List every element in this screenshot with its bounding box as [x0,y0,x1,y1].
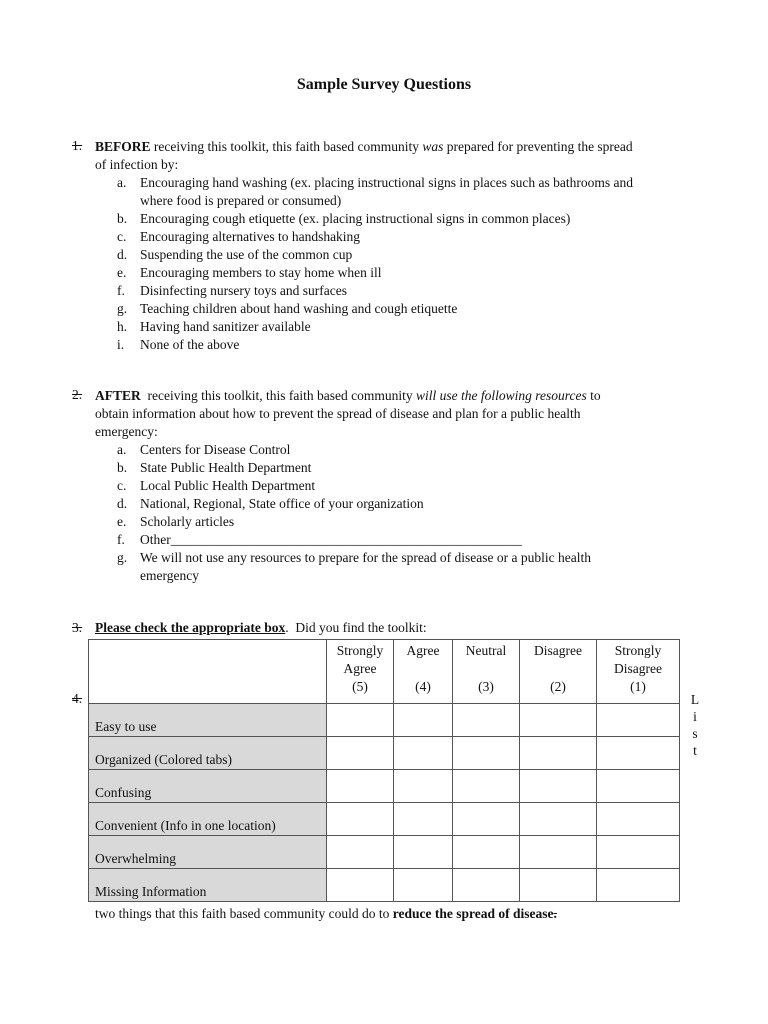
rating-checkbox-cell[interactable] [327,770,394,803]
page-title: Sample Survey Questions [296,76,472,93]
table-row [89,770,680,803]
question-2 [95,387,705,585]
option-item: f. Disinfecting nursery toys and surfaces [117,283,347,298]
question-2-options [95,441,705,585]
rating-checkbox-cell[interactable] [394,704,453,737]
rating-checkbox-cell[interactable] [520,803,597,836]
option-item: a. Centers for Disease Control [117,442,291,457]
option-item: e. Encouraging members to stay home when ill [117,265,382,280]
option-item: b. State Public Health Department [117,460,312,475]
question-3-number: 3. [72,620,83,635]
row-label: Organized (Colored tabs) [89,737,327,770]
rating-checkbox-cell[interactable] [453,704,520,737]
option-item: h. Having hand sanitizer available [117,319,311,334]
question-1 [95,138,705,354]
column-header: Strongly Agree (5) [327,640,394,704]
rating-checkbox-cell[interactable] [597,737,680,770]
rating-checkbox-cell[interactable] [453,737,520,770]
rating-checkbox-cell[interactable] [394,836,453,869]
rating-checkbox-cell[interactable] [327,737,394,770]
question-1-options [95,174,705,354]
row-label: Missing Information [89,869,327,902]
rating-checkbox-cell[interactable] [327,704,394,737]
rating-checkbox-cell[interactable] [453,803,520,836]
option-item: e. Scholarly articles [117,514,235,529]
rating-checkbox-cell[interactable] [597,803,680,836]
option-item: c. Encouraging alternatives to handshaking [117,229,361,244]
question-2-text-cont: emergency: [95,424,158,439]
rating-checkbox-cell[interactable] [453,836,520,869]
rating-checkbox-cell[interactable] [597,704,680,737]
column-header: Disagree (2) [520,640,597,704]
rating-checkbox-cell[interactable] [327,836,394,869]
rating-checkbox-cell[interactable] [520,704,597,737]
rating-checkbox-cell[interactable] [394,803,453,836]
table-row [89,869,680,902]
rating-checkbox-cell[interactable] [453,869,520,902]
rating-checkbox-cell[interactable] [520,770,597,803]
question-1-text: BEFORE receiving this toolkit, this faith based community was prepared for preventing the spread [95,139,633,154]
option-item: c. Local Public Health Department [117,478,316,493]
table-row [89,737,680,770]
rating-checkbox-cell[interactable] [327,869,394,902]
question-2-text-cont: obtain information about how to prevent the spread of disease and plan for a public health [95,406,581,421]
question-4-text: two things that this faith based community could do to reduce the spread of disease. [95,906,557,921]
row-label: Overwhelming [89,836,327,869]
rating-checkbox-cell[interactable] [520,869,597,902]
rating-checkbox-cell[interactable] [327,803,394,836]
rating-checkbox-cell[interactable] [597,770,680,803]
column-header: Agree (4) [394,640,453,704]
question-1-text-cont: of infection by: [95,157,179,172]
option-item: d. Suspending the use of the common cup [117,247,353,262]
rating-checkbox-cell[interactable] [597,869,680,902]
table-row [89,803,680,836]
rating-checkbox-cell[interactable] [597,836,680,869]
column-header: Strongly Disagree (1) [597,640,680,704]
row-label: Convenient (Info in one location) [89,803,327,836]
question-3-text: Please check the appropriate box. Did you find the toolkit: [95,620,427,635]
option-item: d. National, Regional, State office of your organization [117,496,424,511]
row-label: Easy to use [89,704,327,737]
table-header-row [89,640,680,704]
question-2-text: AFTER receiving this toolkit, this faith based community will use the following resources to [95,388,601,403]
option-item: g. Teaching children about hand washing and cough etiquette [117,301,458,316]
rating-checkbox-cell[interactable] [520,836,597,869]
question-4-vertical-text: L i s t [690,692,700,758]
option-item: b. Encouraging cough etiquette (ex. placing instructional signs in common places) [117,211,571,226]
question-2-number: 2. [72,387,83,402]
table-row [89,836,680,869]
question-1-number: 1. [72,138,83,153]
rating-checkbox-cell[interactable] [453,770,520,803]
rating-checkbox-cell[interactable] [394,869,453,902]
rating-checkbox-cell[interactable] [394,770,453,803]
column-header: Neutral (3) [453,640,520,704]
table-corner-cell [89,640,327,704]
row-label: Confusing [89,770,327,803]
question-4-number: 4. [72,691,83,706]
option-item: a. Encouraging hand washing (ex. placing instructional signs in places such as bathrooms and where food is prepared or consumed) [117,175,634,208]
rating-checkbox-cell[interactable] [394,737,453,770]
table-row [89,704,680,737]
option-item: i. None of the above [117,337,240,352]
option-item: g. We will not use any resources to prepare for the spread of disease or a public health emergency [117,550,591,583]
rating-table [88,639,680,902]
option-item: f. Other____________________________________________________ [117,532,522,547]
rating-checkbox-cell[interactable] [520,737,597,770]
